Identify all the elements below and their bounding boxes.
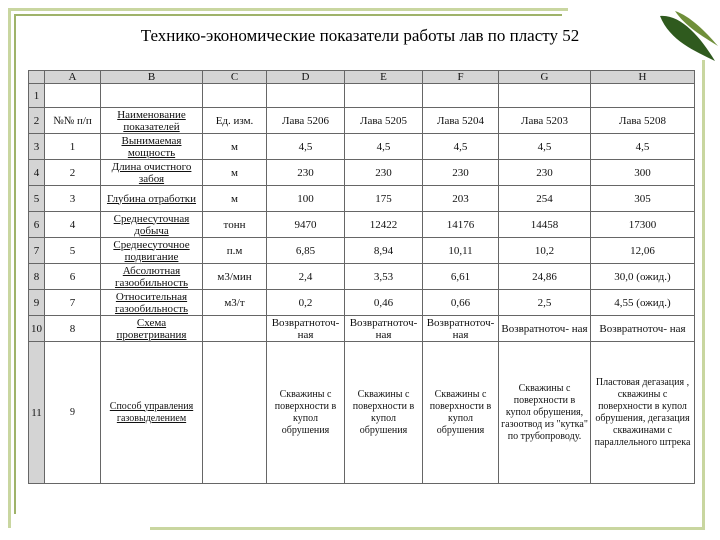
table-row [29, 238, 695, 264]
table-cell[interactable]: 9470 [267, 212, 345, 238]
table-cell[interactable]: 10,11 [423, 238, 499, 264]
row-header[interactable]: 5 [29, 186, 45, 212]
row-header[interactable]: 6 [29, 212, 45, 238]
table-cell[interactable]: 4,5 [423, 134, 499, 160]
table-cell[interactable]: м3/т [203, 290, 267, 316]
table-cell[interactable]: 230 [267, 160, 345, 186]
table-cell[interactable]: 24,86 [499, 264, 591, 290]
table-cell[interactable]: п.м [203, 238, 267, 264]
table-cell[interactable]: Длина очистного забоя [101, 160, 203, 186]
page-title: Технико-экономические показатели работы лав по пласту 52 [140, 26, 580, 45]
table-row [29, 212, 695, 238]
table-row [29, 342, 695, 484]
table-row [29, 316, 695, 342]
table-row [29, 84, 695, 108]
table-cell[interactable]: 254 [499, 186, 591, 212]
table-cell[interactable]: 8,94 [345, 238, 423, 264]
table-cell[interactable] [423, 84, 499, 108]
table-cell[interactable] [591, 84, 695, 108]
table-cell[interactable]: 4,5 [267, 134, 345, 160]
table-cell[interactable]: 0,66 [423, 290, 499, 316]
row-header[interactable]: 8 [29, 264, 45, 290]
column-header[interactable]: C [203, 71, 267, 84]
table-cell[interactable]: Глубина отработки [101, 186, 203, 212]
table-cell[interactable]: Возвратноточ- ная [591, 316, 695, 342]
table-cell[interactable]: Вынимаемая мощность [101, 134, 203, 160]
row-header[interactable]: 7 [29, 238, 45, 264]
row-header[interactable]: 3 [29, 134, 45, 160]
column-header[interactable]: G [499, 71, 591, 84]
table-cell[interactable]: Возвратноточ- ная [267, 316, 345, 342]
table-cell[interactable]: 12422 [345, 212, 423, 238]
table-cell[interactable]: Скважины с поверхности в купол обрушения [423, 342, 499, 484]
column-header[interactable]: E [345, 71, 423, 84]
table-cell[interactable]: 2,4 [267, 264, 345, 290]
frame-line-top-outer [8, 8, 568, 11]
table-cell[interactable]: 4,5 [345, 134, 423, 160]
row-header[interactable]: 9 [29, 290, 45, 316]
table-cell[interactable]: 305 [591, 186, 695, 212]
table-cell[interactable]: 6 [45, 264, 101, 290]
table-cell[interactable]: м3/мин [203, 264, 267, 290]
table-cell[interactable]: Ед. изм. [203, 108, 267, 134]
column-header[interactable]: B [101, 71, 203, 84]
table-cell[interactable] [203, 316, 267, 342]
table-cell[interactable]: тонн [203, 212, 267, 238]
table-cell[interactable]: 203 [423, 186, 499, 212]
table-cell[interactable]: 12,06 [591, 238, 695, 264]
data-table [28, 70, 695, 484]
table-cell[interactable]: Способ управления газовыделением [101, 342, 203, 484]
table-cell[interactable]: 0,2 [267, 290, 345, 316]
column-header[interactable]: D [267, 71, 345, 84]
row-header[interactable]: 10 [29, 316, 45, 342]
table-cell[interactable] [203, 342, 267, 484]
table-cell[interactable]: Абсолютная газообильность [101, 264, 203, 290]
table-cell[interactable]: Относительная газообильность [101, 290, 203, 316]
table-cell[interactable]: Возвратноточ- ная [423, 316, 499, 342]
table-row [29, 160, 695, 186]
table-cell[interactable]: 6,85 [267, 238, 345, 264]
table-cell[interactable]: Среднесуточное подвигание [101, 238, 203, 264]
table-row [29, 108, 695, 134]
table-cell[interactable]: №№ п/п [45, 108, 101, 134]
table-cell[interactable]: 5 [45, 238, 101, 264]
table-cell[interactable]: 230 [423, 160, 499, 186]
frame-line-right [702, 60, 705, 530]
table-cell[interactable]: 175 [345, 186, 423, 212]
frame-line-left-outer [8, 8, 11, 528]
table-cell[interactable]: 0,46 [345, 290, 423, 316]
table-cell[interactable] [499, 84, 591, 108]
table-cell[interactable]: 230 [499, 160, 591, 186]
table-cell[interactable]: Скважины с поверхности в купол обрушения, газоотвод из "кутка" по трубопроводу. [499, 342, 591, 484]
column-header[interactable]: H [591, 71, 695, 84]
table-cell[interactable]: 100 [267, 186, 345, 212]
table-cell[interactable]: Возвратноточ- ная [499, 316, 591, 342]
table-cell[interactable]: 2,5 [499, 290, 591, 316]
table-cell[interactable]: 30,0 (ожид.) [591, 264, 695, 290]
table-cell[interactable]: Схема проветривания [101, 316, 203, 342]
table-cell[interactable]: Среднесуточная добыча [101, 212, 203, 238]
table-cell[interactable]: м [203, 134, 267, 160]
table-cell[interactable] [267, 84, 345, 108]
table-cell[interactable]: Лава 5208 [591, 108, 695, 134]
column-header[interactable]: A [45, 71, 101, 84]
table-row [29, 290, 695, 316]
table-cell[interactable]: Скважины с поверхности в купол обрушения [267, 342, 345, 484]
table-cell[interactable]: Возвратноточ- ная [345, 316, 423, 342]
table-cell[interactable]: 2 [45, 160, 101, 186]
table-cell[interactable]: 4 [45, 212, 101, 238]
table-cell[interactable]: 4,5 [591, 134, 695, 160]
table-cell[interactable] [101, 84, 203, 108]
corner-cell [29, 71, 45, 84]
table-cell[interactable]: Пластовая дегазация , скважины с поверхности в купол обрушения, дегазация скважинами с параллельного штрека [591, 342, 695, 484]
table-cell[interactable]: 14176 [423, 212, 499, 238]
frame-line-top-inner [14, 14, 562, 16]
table-cell[interactable]: Лава 5206 [267, 108, 345, 134]
table-cell[interactable]: 4,5 [499, 134, 591, 160]
table-cell[interactable]: Скважины с поверхности в купол обрушения [345, 342, 423, 484]
table-cell[interactable] [345, 84, 423, 108]
table-row [29, 264, 695, 290]
table-cell[interactable]: 14458 [499, 212, 591, 238]
table-cell[interactable] [203, 84, 267, 108]
table-cell[interactable]: 6,61 [423, 264, 499, 290]
table-cell[interactable]: Лава 5205 [345, 108, 423, 134]
table-cell[interactable]: 17300 [591, 212, 695, 238]
table-cell[interactable]: м [203, 160, 267, 186]
column-header[interactable]: F [423, 71, 499, 84]
table-cell[interactable]: 230 [345, 160, 423, 186]
table-row [29, 186, 695, 212]
table-row [29, 134, 695, 160]
table-cell[interactable]: Лава 5203 [499, 108, 591, 134]
table-cell[interactable]: 1 [45, 134, 101, 160]
column-header-row [29, 71, 695, 84]
table-cell[interactable]: 3 [45, 186, 101, 212]
frame-line-bottom [150, 527, 705, 530]
frame-line-left-inner [14, 14, 16, 514]
table-cell[interactable]: 7 [45, 290, 101, 316]
row-header[interactable]: 4 [29, 160, 45, 186]
table-cell[interactable]: 8 [45, 316, 101, 342]
table-cell[interactable]: м [203, 186, 267, 212]
table-cell[interactable]: 3,53 [345, 264, 423, 290]
row-header[interactable]: 1 [29, 84, 45, 108]
table-cell[interactable]: Лава 5204 [423, 108, 499, 134]
table-cell[interactable]: 300 [591, 160, 695, 186]
table-cell[interactable]: 9 [45, 342, 101, 484]
table-cell[interactable] [45, 84, 101, 108]
table-cell[interactable]: 4,55 (ожид.) [591, 290, 695, 316]
table-cell[interactable]: Наименование показателей [101, 108, 203, 134]
row-header[interactable]: 2 [29, 108, 45, 134]
table-cell[interactable]: 10,2 [499, 238, 591, 264]
row-header[interactable]: 11 [29, 342, 45, 484]
